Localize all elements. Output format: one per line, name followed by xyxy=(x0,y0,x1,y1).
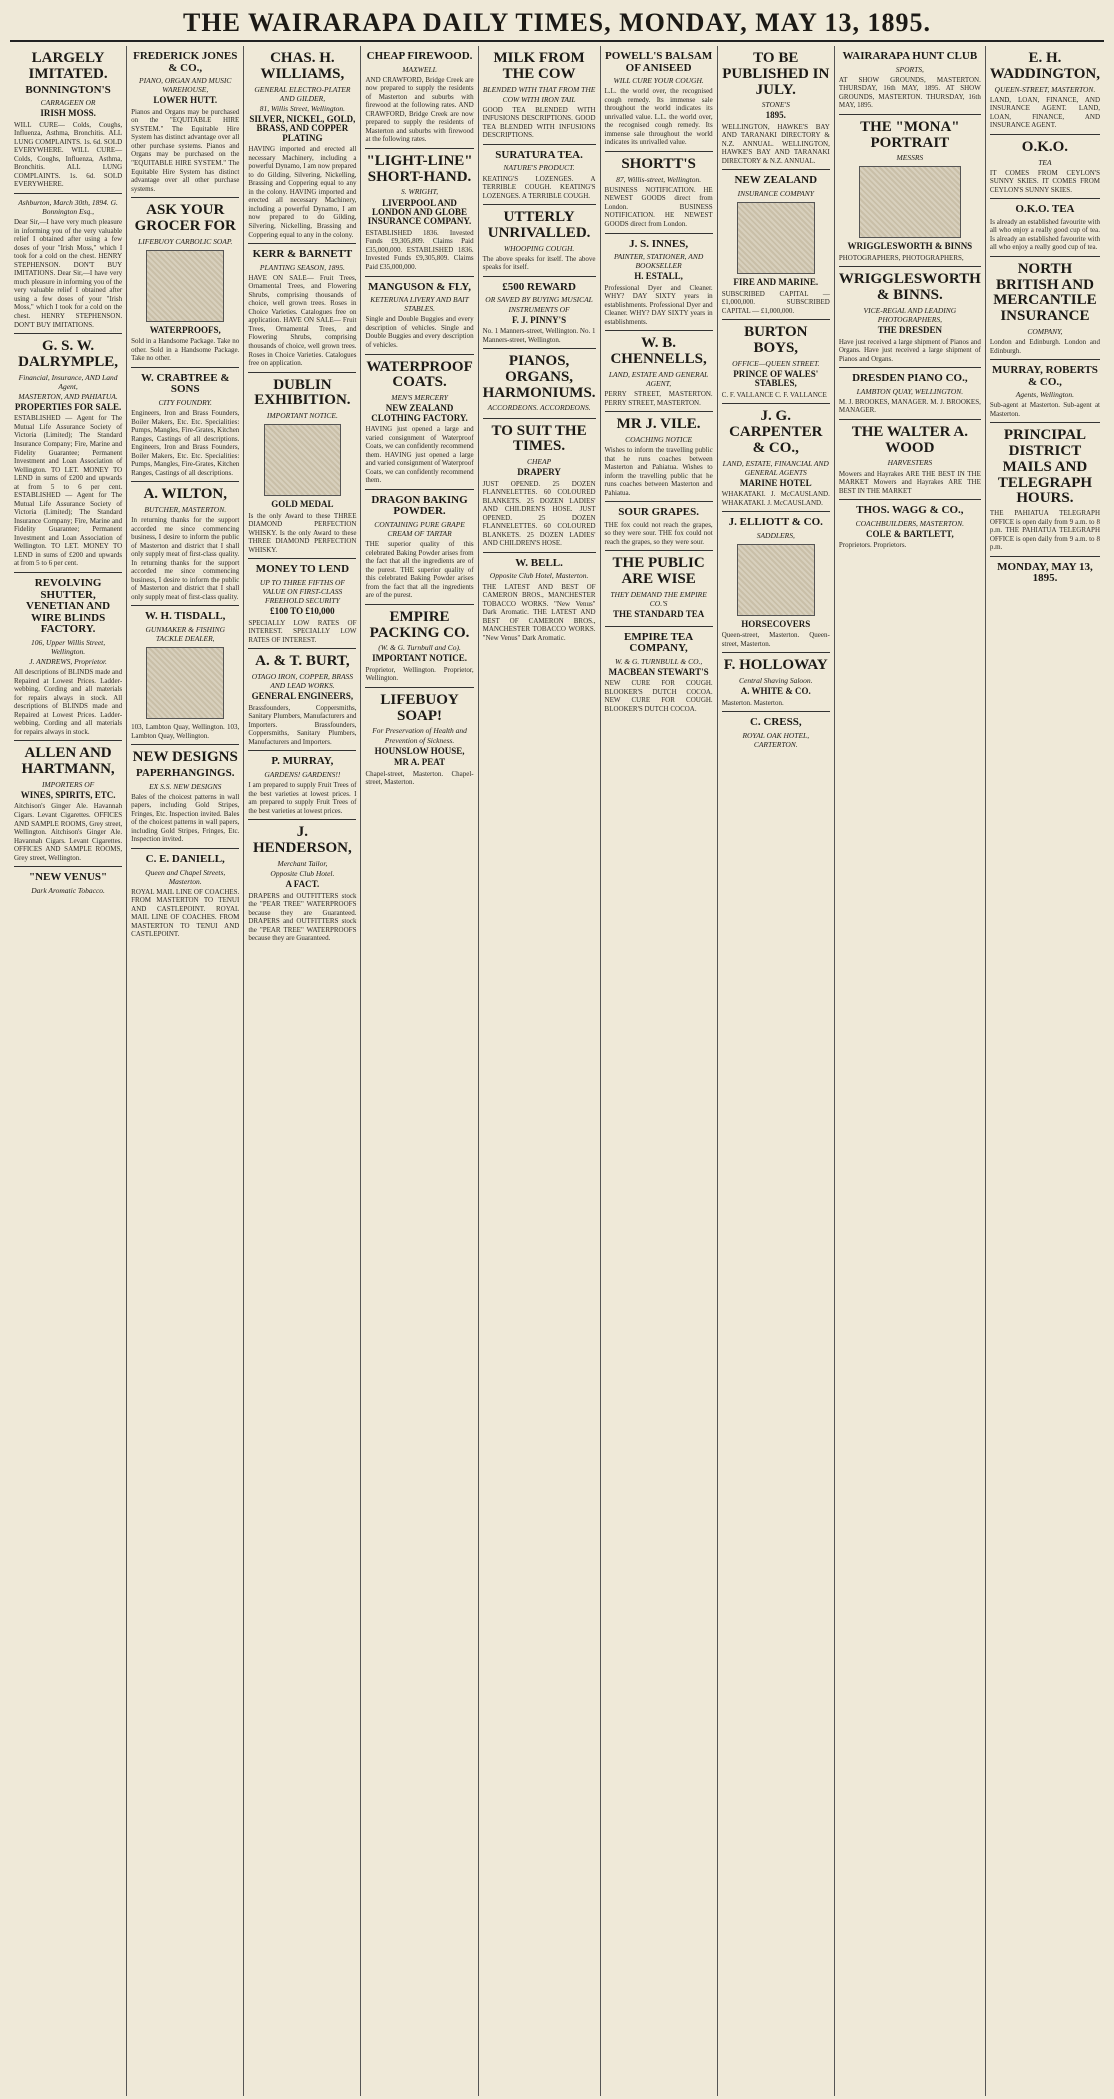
ad-heading-secondary: IRISH MOSS. xyxy=(40,108,96,119)
advertisement xyxy=(605,152,713,234)
ad-body-text: BUSINESS NOTIFICATION. HE NEWEST GOODS direct from London. BUSINESS NOTIFICATION. HE NEWEST GOODS direct from London. xyxy=(604,185,713,228)
advertisement xyxy=(605,46,713,152)
ad-subheading: OR SAVED BY BUYING MUSICAL INSTRUMENTS OF xyxy=(485,295,593,314)
advertisement xyxy=(483,205,596,277)
ad-heading: DRESDEN PIANO CO., xyxy=(852,372,968,385)
advertisement xyxy=(605,551,713,626)
ad-heading-secondary: A. WHITE & CO. xyxy=(740,686,811,697)
advertisement xyxy=(990,557,1100,591)
ad-heading: F. HOLLOWAY xyxy=(723,657,828,674)
ad-subheading: NATURE'S PRODUCT. xyxy=(503,163,575,173)
ad-heading: J. ELLIOTT & CO. xyxy=(728,516,823,529)
ad-body-text: Masterton. Masterton. xyxy=(721,698,784,707)
ad-heading-secondary: 1895. xyxy=(765,110,786,121)
ad-body-text: Pianos and Organs may be purchased on the "EQUITABLE HIRE SYSTEM." The Equitable Hire System has distinct advantage over all other purchase systems. Pianos and Organs may be purchased on the "EQUITABLE HIRE SYSTEM." The Equitable Hire System has distinct advantage over all other purchase systems. xyxy=(131,107,240,193)
ad-heading: LIFEBUOY SOAP! xyxy=(380,691,459,724)
ad-subheading: LIFEBUOY CARBOLIC SOAP. xyxy=(138,236,233,246)
column-7 xyxy=(718,46,835,2096)
ad-body-text: Aitchison's Ginger Ale. Havannah Cigars. Levant Cigarettes. OFFICES AND SAMPLE ROOMS, Grey street, Wellington. Aitchison's Ginger Ale. Havannah Cigars. Levant Cigarettes. OFFICES AND SAMPLE ROOMS, Grey street, Wellington. xyxy=(14,802,123,862)
ad-subheading: Dark Aromatic Tobacco. xyxy=(31,885,105,895)
ad-subheading: THEY DEMAND THE EMPIRE CO.'S xyxy=(610,589,707,609)
ad-heading: THE WALTER A. WOOD xyxy=(851,423,968,456)
ad-body-text: ESTABLISHED 1836. Invested Funds £9,305,809. Claims Paid £35,000,000. ESTABLISHED 1836. Invested Funds £9,305,809. Claims Paid £35,000,000. xyxy=(365,228,474,272)
ad-body-text: NEW CURE FOR COUGH. BLOOKER'S DUTCH COCOA. NEW CURE FOR COUGH. BLOOKER'S DUTCH COCOA. xyxy=(604,679,713,713)
advertisement xyxy=(131,482,239,606)
advertisement xyxy=(248,820,356,946)
ad-heading-secondary: MACBEAN STEWART'S xyxy=(608,666,709,677)
ad-body-text: Professional Dyer and Cleaner. WHY? DAY SIXTY years in establishments. Professional Dyer and Cleaner. WHY? DAY SIXTY years in establishments. xyxy=(604,283,713,326)
ad-heading-secondary: IMPORTANT NOTICE. xyxy=(372,653,467,664)
ad-heading-secondary: DRAPERY xyxy=(517,467,561,478)
ad-body-text: ROYAL MAIL LINE OF COACHES. FROM MASTERTON TO TENUI AND CASTLEPOINT. ROYAL MAIL LINE OF COACHES. FROM MASTERTON TO TENUI AND CASTLEPOINT. xyxy=(131,887,240,939)
ad-heading: A. & T. BURT, xyxy=(255,653,350,670)
ad-heading: EMPIRE TEA COMPANY, xyxy=(624,630,694,655)
advertisement xyxy=(131,606,239,745)
masthead-title: THE WAIRARAPA DAILY TIMES, MONDAY, MAY 13, 1895. xyxy=(10,8,1104,42)
ad-body-text: THE superior quality of this celebrated Baking Powder arises from the fact that all the ingredients are of the purest. THE superior quality of this celebrated Baking Powder arises from the fact that all the ingredients are of the purest. xyxy=(365,540,474,600)
ad-subheading: LAMBTON QUAY, WELLINGTON. xyxy=(856,386,964,396)
ad-heading: W. B. CHENNELLS, xyxy=(610,335,707,368)
column-6 xyxy=(601,46,718,2096)
ad-subheading: OFFICE—QUEEN STREET. xyxy=(732,358,820,368)
ad-heading: DRAGON BAKING POWDER. xyxy=(371,493,468,518)
advertisement xyxy=(14,741,122,867)
ad-subheading: COMPANY, xyxy=(1027,326,1063,336)
advertisement xyxy=(483,277,596,349)
advertisement xyxy=(839,368,981,420)
ad-subheading: PAINTER, STATIONER, AND BOOKSELLER xyxy=(613,252,704,271)
ad-heading: PAPERHANGINGS. xyxy=(135,767,235,780)
advertisement xyxy=(14,46,122,194)
ad-heading: C. E. DANIELL, xyxy=(145,853,225,865)
ad-body-text: THE PAHIATUA TELEGRAPH OFFICE is open daily from 9 a.m. to 8 p.m. THE PAHIATUA TELEGRAPH OFFICE is open daily from 9 a.m. to 8 p.m. xyxy=(989,509,1101,552)
ad-subheading: LAND, ESTATE AND GENERAL AGENT, xyxy=(608,369,709,389)
advertisement xyxy=(990,423,1100,556)
ad-heading: POWELL'S BALSAM OF ANISEED xyxy=(604,50,713,74)
ad-heading: TO SUIT THE TIMES. xyxy=(491,422,587,455)
ad-heading: UTTERLY UNRIVALLED. xyxy=(487,209,591,241)
ad-body-text: THE LATEST AND BEST OF CAMERON BROS., MANCHESTER TOBACCO WORKS. "New Venus" Dark Aromatic. THE LATEST AND BEST OF CAMERON BROS., MANCHESTER TOBACCO WORKS. "New Venus" Dark Aromatic. xyxy=(482,582,596,642)
ad-body-text: Sold in a Handsome Package. Take no other. Sold in a Handsome Package. Take no other. xyxy=(131,337,240,363)
ad-subheading: Ashburton, March 30th, 1894. G. Bonnington Esq., xyxy=(18,197,118,217)
advertisement xyxy=(839,500,981,554)
ad-heading: W. BELL. xyxy=(515,556,563,569)
advertisement xyxy=(722,404,830,512)
advertisement xyxy=(365,355,473,490)
ad-body-text: HAVING imported and erected all necessary Machinery, including a powerful Dynamo, I am now prepared to do Gilding, Silvering, Nickelling, Brassing and Coppering equal to any in the colony. HAVING imported and erected all necessary Machinery, including a powerful Dynamo, I am now prepared to do Gilding, Silvering, Nickelling, Brassing and Coppering equal to any in the colony. xyxy=(248,145,357,239)
ad-heading: EMPIRE PACKING CO. xyxy=(369,608,470,641)
ad-heading: MONDAY, MAY 13, 1895. xyxy=(997,560,1093,585)
ad-subheading: Financial, Insurance, AND Land Agent, xyxy=(18,372,118,391)
column-9 xyxy=(986,46,1104,2096)
ad-heading: SURATURA TEA. xyxy=(495,148,583,161)
ad-heading-secondary: WINES, SPIRITS, ETC. xyxy=(20,790,116,801)
ad-subheading: J. ANDREWS, Proprietor. xyxy=(29,657,107,666)
ad-body-text: Is the only Award to these THREE DIAMOND PERFECTION WHISKY. Is the only Award to these THREE DIAMOND PERFECTION WHISKY. xyxy=(248,511,357,554)
ad-heading: LARGELY IMITATED. xyxy=(28,50,108,82)
ad-heading: THE PUBLIC ARE WISE xyxy=(612,555,705,588)
ad-heading: WRIGGLESWORTH & BINNS. xyxy=(838,271,981,304)
ad-body-text: C. F. VALLANCE C. F. VALLANCE xyxy=(721,390,827,399)
ad-heading-secondary: NEW ZEALAND CLOTHING FACTORY. xyxy=(371,403,468,423)
ad-heading-secondary: SILVER, NICKEL, GOLD, BRASS, AND COPPER PLATING xyxy=(249,113,356,143)
advertisement xyxy=(722,512,830,653)
column-8 xyxy=(835,46,986,2096)
ad-subheading: Opposite Club Hotel. xyxy=(270,868,335,878)
ad-subheading: Agents, Wellington. xyxy=(1015,390,1075,400)
ad-subheading: INSURANCE COMPANY xyxy=(737,189,814,199)
advertisement xyxy=(365,149,473,277)
ad-subheading: LAND, ESTATE, FINANCIAL AND GENERAL AGENTS xyxy=(722,458,829,477)
ad-subheading: EX S.S. NEW DESIGNS xyxy=(149,781,222,791)
ad-heading-secondary: H. ESTALL, xyxy=(634,271,683,282)
advertisement xyxy=(722,712,830,754)
column-4 xyxy=(361,46,478,2096)
advertisement xyxy=(990,257,1100,360)
ad-heading: WATERPROOF COATS. xyxy=(366,358,473,391)
advertisement xyxy=(131,46,239,198)
ad-heading: PRINCIPAL DISTRICT MAILS AND TELEGRAPH HOURS. xyxy=(997,427,1093,507)
advertisement xyxy=(248,559,356,649)
ad-subheading: COACHING NOTICE xyxy=(625,435,693,445)
ad-heading: J. G. CARPENTER & CO., xyxy=(729,408,823,456)
ad-subheading: SADDLERS, xyxy=(756,530,795,540)
advertisement xyxy=(605,234,713,332)
advertisement xyxy=(14,334,122,573)
ad-subheading: MEN'S MERCERY xyxy=(391,393,448,402)
ad-subheading: 81, Willis Street, Wellington. xyxy=(259,103,346,113)
ad-heading: NORTH BRITISH AND MERCANTILE INSURANCE xyxy=(993,260,1097,325)
advertisement xyxy=(605,331,713,412)
ad-heading-secondary: A FACT. xyxy=(285,879,320,890)
ad-heading-secondary: MARINE HOTEL xyxy=(739,477,812,488)
ad-heading: FREDERICK JONES & CO., xyxy=(133,50,238,74)
ad-subheading: BLENDED WITH THAT FROM THE xyxy=(482,84,596,94)
advertisement xyxy=(248,46,356,244)
ad-subheading: MAXWELL xyxy=(402,64,437,74)
ad-heading: ASK YOUR GROCER FOR xyxy=(134,202,236,234)
ad-heading: NEW ZEALAND xyxy=(734,174,818,187)
ad-subheading: CHEAP xyxy=(526,457,552,467)
advertisement xyxy=(14,194,122,334)
advertisement xyxy=(990,360,1100,423)
ad-body-text: KEATING'S LOZENGES. A TERRIBLE COUGH. KEATING'S LOZENGES. A TERRIBLE COUGH. xyxy=(482,174,596,200)
ad-subheading: WILL CURE YOUR COUGH. xyxy=(613,76,704,86)
engraving-illustration xyxy=(146,647,224,719)
engraving-illustration xyxy=(737,202,815,274)
advertisement xyxy=(990,135,1100,199)
ad-heading: REVOLVING SHUTTER, VENETIAN AND WIRE BLINDS FACTORY. xyxy=(26,576,111,636)
ad-subheading: W. & G. TURNBULL & CO., xyxy=(614,656,703,666)
ad-heading: BURTON BOYS, xyxy=(744,324,808,356)
advertisement xyxy=(839,267,981,368)
advertisement xyxy=(839,420,981,500)
ad-heading: "LIGHT-LINE" SHORT-HAND. xyxy=(366,152,473,185)
advertisement xyxy=(365,46,473,149)
advertisement xyxy=(131,368,239,482)
ad-body-text: M. J. BROOKES, MANAGER. M. J. BROOKES, MANAGER. xyxy=(838,397,981,415)
ad-heading: W. CRABTREE & SONS xyxy=(140,371,230,396)
ad-body-text: ESTABLISHED — Agent for The Mutual Life Assurance Society of Victoria (Limited); The Standard Insurance Company; Fire, Marine and Fidelity Guarantee; Permanent Investment and Loan Association of Wellington. TO LET. MONEY TO LEND in sums of £200 and upwards at from 5 to 6 per cent. ESTABLISHED — Agent for The Mutual Life Assurance Society of Victoria (Limited); The Standard Insurance Company; Fire, Marine and Fidelity Guarantee; Permanent Investment and Loan Association of Wellington. TO LET. MONEY TO LEND in sums of £200 and upwards at from 5 to 6 per cent. xyxy=(14,414,123,568)
column-2 xyxy=(127,46,244,2096)
advertisement xyxy=(722,46,830,170)
ad-heading-secondary: LIVERPOOL AND LONDON AND GLOBE INSURANCE COMPANY. xyxy=(367,197,472,227)
ad-body-text: Queen-street, Masterton. Queen-street, Masterton. xyxy=(721,631,830,648)
ad-subheading: CARRAGEEN OR xyxy=(40,98,96,108)
ad-body-text: IT COMES FROM CEYLON'S SUNNY SKIES. IT COMES FROM CEYLON'S SUNNY SKIES. xyxy=(989,168,1101,194)
advertisement xyxy=(365,490,473,605)
ad-body-text: I am prepared to supply Fruit Trees of the best varieties at lowest prices. I am prepared to supply Fruit Trees of the best varieties at lowest prices. xyxy=(248,781,357,815)
ad-heading-secondary: WATERPROOFS, xyxy=(149,324,221,335)
column-1 xyxy=(10,46,127,2096)
ad-body-text: The above speaks for itself. The above speaks for itself. xyxy=(482,254,596,272)
ad-heading-secondary: MR A. PEAT xyxy=(394,757,446,768)
ad-body-text: Brassfounders, Coppersmiths, Sanitary Plumbers, Manufacturers and Importers. Brassfounders, Coppersmiths, Sanitary Plumbers, Manufacturers and Importers. xyxy=(248,703,357,746)
ad-body-text: All descriptions of BLINDS made and Repaired at Lowest Prices. Ladder-webbing, Cording and all materials for repairs always in stock. All descriptions of BLINDS made and Repaired at Lowest Prices. Ladder-webbing, Cording and all materials for repairs always in stock. xyxy=(14,668,123,736)
engraving-illustration xyxy=(859,166,960,238)
ad-heading-secondary: HOUNSLOW HOUSE, xyxy=(374,745,465,756)
ad-body-text: No. 1 Manners-street, Wellington. No. 1 Manners-street, Wellington. xyxy=(482,327,596,344)
ad-subheading: UP TO THREE FIFTHS OF VALUE ON FIRST-CLASS FREEHOLD SECURITY xyxy=(259,577,345,606)
ad-heading-secondary: GENERAL ENGINEERS, xyxy=(251,691,354,702)
ad-subheading: BUTCHER, MASTERTON. xyxy=(144,505,227,515)
ad-heading-secondary: FIRE AND MARINE. xyxy=(733,277,819,288)
ad-subheading: Central Shaving Saloon. xyxy=(738,676,813,686)
ad-heading: MURRAY, ROBERTS & CO., xyxy=(992,364,1098,388)
ad-subheading: HARVESTERS xyxy=(887,458,933,468)
ad-subheading: KETERUNA LIVERY AND BAIT STABLES. xyxy=(370,295,469,314)
ad-heading: ALLEN AND HARTMANN, xyxy=(21,745,115,778)
ad-heading: PIANOS, ORGANS, HARMONIUMS. xyxy=(482,353,596,401)
ad-subheading: Merchant Tailor, xyxy=(277,858,328,868)
ad-subheading: For Preservation of Health and Prevention of Sickness. xyxy=(372,726,467,745)
ad-subheading: TEA xyxy=(1038,157,1052,167)
engraving-illustration xyxy=(146,250,224,322)
ad-body-text: London and Edinburgh. London and Edinburgh. xyxy=(989,338,1101,355)
column-5 xyxy=(479,46,601,2096)
ad-body-text: AND CRAWFORD, Bridge Creek are now prepared to supply the residents of Masterton and suburbs with firewood at the following rates. AND CRAWFORD, Bridge Creek are now prepared to supply the residents of Masterton and suburbs with firewood at the following rates. xyxy=(365,75,474,144)
ad-subheading: WHOOPING COUGH. xyxy=(503,243,575,253)
ad-body-text: HAVE ON SALE— Fruit Trees, Ornamental Trees, and Flowering Shrubs, comprising thousands of choice, well grown trees. Roses in Choice Varieties. Catalogues free on application. HAVE ON SALE— Fruit Trees, Ornamental Trees, and Flowering Shrubs, comprising thousands of choice, well grown trees. Roses in Choice Varieties. Catalogues free on application. xyxy=(248,273,357,368)
columns xyxy=(10,46,1104,2096)
ad-body-text: In returning thanks for the support accorded me since commencing business, I desire to inform the public of Masterton and district that I shall only supply meat of first-class quality. In returning thanks for the support accorded me since commencing business, I desire to inform the public of Masterton and district that I shall only supply meat of first-class quality. xyxy=(131,516,240,601)
ad-body-text: PERRY STREET, MASTERTON. PERRY STREET, MASTERTON. xyxy=(604,390,713,407)
engraving-illustration xyxy=(737,544,815,616)
advertisement xyxy=(605,412,713,502)
ad-heading-secondary: COLE & BARTLETT, xyxy=(865,528,954,539)
ad-subheading: VICE-REGAL AND LEADING PHOTOGRAPHERS, xyxy=(863,305,957,325)
ad-heading: A. WILTON, xyxy=(143,486,227,503)
advertisement xyxy=(248,373,356,560)
advertisement xyxy=(248,244,356,373)
ad-body-text: WILL CURE— Colds, Coughs, Influenza, Asthma, Bronchitis. ALL LUNG COMPLAINTS. 1s. 6d. SOLD EVERYWHERE. WILL CURE— Colds, Coughs, Influenza, Asthma, Bronchitis. ALL LUNG COMPLAINTS. 1s. 6d. SOLD EVERYWHERE. xyxy=(14,120,123,189)
ad-heading: £500 REWARD xyxy=(502,280,576,293)
ad-body-text: Engineers, Iron and Brass Founders, Boiler Makers, Etc. Etc. Specialities: Pumps, Mangles, Fire-Grates, Kitchen Ranges, Castings of all descriptions. Engineers, Iron and Brass Founders, Boiler Makers, Etc. Etc. Specialities: Pumps, Mangles, Fire-Grates, Kitchen Ranges, Castings of all descriptions. xyxy=(131,409,240,477)
ad-subheading: IMPORTANT NOTICE. xyxy=(266,411,338,421)
advertisement xyxy=(483,553,596,646)
ad-body-text: HAVING just opened a large and varied consignment of Waterproof Coats, we can confidently recommend them. HAVING just opened a large and varied consignment of Waterproof Coats, we can confidently recommend them. xyxy=(365,425,474,485)
ad-heading: O.K.O. TEA xyxy=(1015,203,1075,216)
ad-heading: J. HENDERSON, xyxy=(253,824,352,857)
ad-subheading: QUEEN-STREET, MASTERTON. xyxy=(994,84,1096,94)
ad-body-text: SPECIALLY LOW RATES OF INTEREST. SPECIALLY LOW RATES OF INTEREST. xyxy=(248,618,357,644)
advertisement xyxy=(483,145,596,205)
ad-heading: O.K.O. xyxy=(1021,138,1069,155)
ad-heading: "NEW VENUS" xyxy=(29,871,108,884)
ad-heading-secondary: GOLD MEDAL xyxy=(271,499,334,510)
ad-subheading: SPORTS, xyxy=(895,64,924,74)
ad-heading-secondary: PROPERTIES FOR SALE. xyxy=(14,401,122,412)
ad-subheading: 87, Willis-street, Wellington. xyxy=(616,174,702,184)
column-3 xyxy=(244,46,361,2096)
ad-heading: MR J. VILE. xyxy=(616,416,701,433)
ad-subheading: GARDENS! GARDENS!! xyxy=(264,770,341,780)
ad-heading: THE "MONA" PORTRAIT xyxy=(860,118,960,151)
ad-heading: SHORTT'S xyxy=(621,155,696,172)
ad-body-text: L.L. the world over, the recognised cough remedy. Its immense sale throughout the world indicates its unrivalled value. L.L. the world over, the recognised cough remedy. Its immense sale throughout the world indicates its unrivalled value. xyxy=(604,87,713,147)
ad-subheading: COACHBUILDERS, MASTERTON. xyxy=(855,518,965,528)
advertisement xyxy=(722,653,830,712)
ad-heading-secondary: LOWER HUTT. xyxy=(153,95,218,106)
ad-heading: CHEAP FIREWOOD. xyxy=(366,50,473,62)
ad-heading: W. H. TISDALL, xyxy=(145,610,226,623)
ad-heading: KERR & BARNETT xyxy=(252,248,353,261)
ad-body-text: Dear Sir,—I have very much pleasure in informing you of the very valuable relief I obtained after using a few doses of your "Irish Moss," which I took for a cold on the chest. HENRY STEPHENSON. DON'T BUY IMITATIONS. Dear Sir,—I have very much pleasure in informing you of the very valuable relief I obtained after using a few doses of your "Irish Moss," which I took for a cold on the chest. HENRY STEPHENSON. DON'T BUY IMITATIONS. xyxy=(14,218,123,329)
ad-subheading: MESSRS xyxy=(896,153,924,163)
advertisement xyxy=(605,627,713,718)
ad-heading: TO BE PUBLISHED IN JULY. xyxy=(722,50,830,98)
ad-body-text: Have just received a large shipment of Pianos and Organs. Have just received a large shipment of Pianos and Organs. xyxy=(838,337,981,363)
ad-body-text: DRAPERS and OUTFITTERS stock the "PEAR TREE" WATERPROOFS because they are Guaranteed. DRAPERS and OUTFITTERS stock the "PEAR TREE" WATERPROOFS because they are Guaranteed. xyxy=(248,891,357,943)
ad-subheading: COW WITH IRON TAIL xyxy=(502,94,576,104)
advertisement xyxy=(483,46,596,145)
ad-subheading: GENERAL ELECTRO-PLATER AND GILDER, xyxy=(254,84,351,103)
advertisement xyxy=(365,605,473,688)
ad-heading: C. CRESS, xyxy=(749,716,802,729)
advertisement xyxy=(14,867,122,900)
ad-heading: E. H. WADDINGTON, xyxy=(989,50,1101,82)
ad-subheading: PLANTING SEASON, 1895. xyxy=(259,262,345,272)
ad-subheading: GUNMAKER & FISHING TACKLE DEALER, xyxy=(145,625,226,644)
ad-heading: DUBLIN EXHIBITION. xyxy=(254,376,351,409)
ad-body-text: WHAKATAKI. J. McCAUSLAND. WHAKATAKI. J. McCAUSLAND. xyxy=(721,490,830,507)
ad-subheading: CITY FOUNDRY. xyxy=(158,397,212,407)
ad-heading: WAIRARAPA HUNT CLUB xyxy=(842,50,978,62)
ad-body-text: SUBSCRIBED CAPITAL — £1,000,000. SUBSCRIBED CAPITAL — £1,000,000. xyxy=(721,289,830,315)
ad-body-text: LAND, LOAN, FINANCE, AND INSURANCE AGENT. LAND, LOAN, FINANCE, AND INSURANCE AGENT. xyxy=(989,95,1101,130)
ad-heading: J. S. INNES, xyxy=(629,237,689,250)
advertisement xyxy=(483,349,596,418)
ad-body-text: Is already an established favourite with all who enjoy a really good cup of tea. Is already an established favourite with all who enjoy a really good cup of tea. xyxy=(989,217,1101,252)
advertisement xyxy=(839,46,981,115)
ad-heading-secondary: £100 TO £10,000 xyxy=(270,606,335,617)
advertisement xyxy=(839,115,981,268)
ad-heading-secondary: HORSECOVERS xyxy=(741,618,811,629)
advertisement xyxy=(365,688,473,791)
advertisement xyxy=(483,419,596,553)
advertisement xyxy=(605,502,713,551)
advertisement xyxy=(990,46,1100,135)
ad-heading: MILK FROM THE COW xyxy=(493,50,585,82)
ad-body-text: GOOD TEA BLENDED WITH INFUSIONS DESCRIPTIONS. GOOD TEA BLENDED WITH INFUSIONS DESCRIPTIONS. xyxy=(482,105,596,140)
ad-heading-secondary: PRINCE OF WALES' STABLES, xyxy=(733,368,819,389)
advertisement xyxy=(131,198,239,368)
ad-body-text: Sub-agent at Masterton. Sub-agent at Masterton. xyxy=(989,401,1101,418)
ad-heading: CHAS. H. WILLIAMS, xyxy=(260,50,345,82)
advertisement xyxy=(131,849,239,943)
ad-body-text: Proprietors. Proprietors. xyxy=(838,541,907,550)
advertisement xyxy=(990,199,1100,257)
ad-body-text: Bales of the choicest patterns in wall papers, including Gold Stripes, Fringes, Etc. Inspection invited. Bales of the choicest patterns in wall papers, including Gold Stripes, Fringes, Etc. Inspection invited. xyxy=(131,792,240,844)
advertisement xyxy=(722,320,830,404)
advertisement xyxy=(248,751,356,820)
ad-body-text: JUST OPENED. 25 DOZEN FLANNELETTES. 60 COLOURED BLANKETS. 25 DOZEN LADIES' AND CHILDREN'S HOSE. JUST OPENED. 25 DOZEN FLANNELETTES. 60 COLOURED BLANKETS. 25 DOZEN LADIES' AND CHILDREN'S HOSE. xyxy=(482,479,596,548)
ad-body-text: WELLINGTON, HAWKE'S BAY AND TARANAKI DIRECTORY & N.Z. ANNUAL. WELLINGTON, HAWKE'S BAY AND TARANAKI DIRECTORY & N.Z. ANNUAL. xyxy=(721,122,830,165)
advertisement xyxy=(14,573,122,741)
ad-heading: MONEY TO LEND xyxy=(255,563,350,576)
ad-heading: THOS. WAGG & CO., xyxy=(856,504,964,517)
ad-subheading: (W. & G. Turnbull and Co). xyxy=(378,643,461,653)
ad-subheading: Opposite Club Hotel, Masterton. xyxy=(489,571,589,581)
ad-body-text: PHOTOGRAPHERS, PHOTOGRAPHERS, xyxy=(838,253,964,262)
advertisement xyxy=(365,277,473,355)
ad-body-text: AT SHOW GROUNDS, MASTERTON. THURSDAY, 16th MAY, 1895. AT SHOW GROUNDS, MASTERTON. THURSDAY, 16th MAY, 1895. xyxy=(838,75,981,110)
ad-body-text: Chapel-street, Masterton. Chapel-street, Masterton. xyxy=(365,769,474,787)
ad-body-text: Wishes to inform the travelling public that he runs coaches between Masterton and Pahiatua. Wishes to inform the travelling public that he runs coaches between Masterton and Pahiatua. xyxy=(604,446,713,497)
advertisement xyxy=(722,170,830,320)
ad-subheading: OTAGO IRON, COPPER, BRASS AND LEAD WORKS. xyxy=(251,672,354,691)
ad-heading: SOUR GRAPES. xyxy=(618,506,699,519)
advertisement xyxy=(248,649,356,751)
ad-subheading: S. WRIGHT, xyxy=(400,187,439,197)
ad-subheading: STONE'S xyxy=(761,100,790,110)
ad-subheading: ROYAL OAK HOTEL, CARTERTON. xyxy=(742,730,810,750)
ad-body-text: Single and Double Buggies and every description of vehicles. Single and Double Buggies and every description of vehicles. xyxy=(365,315,474,349)
advertisement xyxy=(131,745,239,849)
engraving-illustration xyxy=(264,424,342,496)
ad-heading: BONNINGTON'S xyxy=(25,83,111,96)
ad-heading-secondary: THE STANDARD TEA xyxy=(613,609,705,620)
ad-heading: P. MURRAY, xyxy=(271,755,334,768)
ad-heading-secondary: WRIGGLESWORTH & BINNS xyxy=(847,241,973,252)
ad-heading: NEW DESIGNS xyxy=(132,749,238,766)
ad-subheading: CONTAINING PURE GRAPE CREAM OF TARTAR xyxy=(374,519,465,538)
ad-heading: G. S. W. DALRYMPLE, xyxy=(18,338,119,370)
ad-body-text: 103, Lambton Quay, Wellington. 103, Lambton Quay, Wellington. xyxy=(131,723,240,740)
ad-subheading: ACCORDEONS. ACCORDEONS. xyxy=(487,403,591,413)
ad-subheading: PIANO, ORGAN AND MUSIC WAREHOUSE, xyxy=(139,76,232,95)
ad-body-text: THE fox could not reach the grapes, so they were sour. THE fox could not reach the grapes, so they were sour. xyxy=(604,520,713,546)
ad-body-text: Proprietor, Wellington. Proprietor, Wellington. xyxy=(365,665,474,683)
ad-heading-secondary: F. J. PINNY'S xyxy=(511,314,567,325)
ad-heading-secondary: THE DRESDEN xyxy=(877,325,942,336)
ad-heading: MANGUSON & FLY, xyxy=(368,280,471,293)
ad-subheading: IMPORTERS OF xyxy=(41,779,95,789)
ad-subheading: Queen and Chapel Streets, Masterton. xyxy=(145,867,226,886)
ad-body-text: Mowers and Hayrakes ARE THE BEST IN THE MARKET Mowers and Hayrakes ARE THE BEST IN THE MARKET xyxy=(838,469,981,495)
ad-subheading: 106, Upper Willis Street, Wellington. xyxy=(31,637,106,656)
ad-subheading: MASTERTON, AND PAHIATUA. xyxy=(18,391,118,401)
